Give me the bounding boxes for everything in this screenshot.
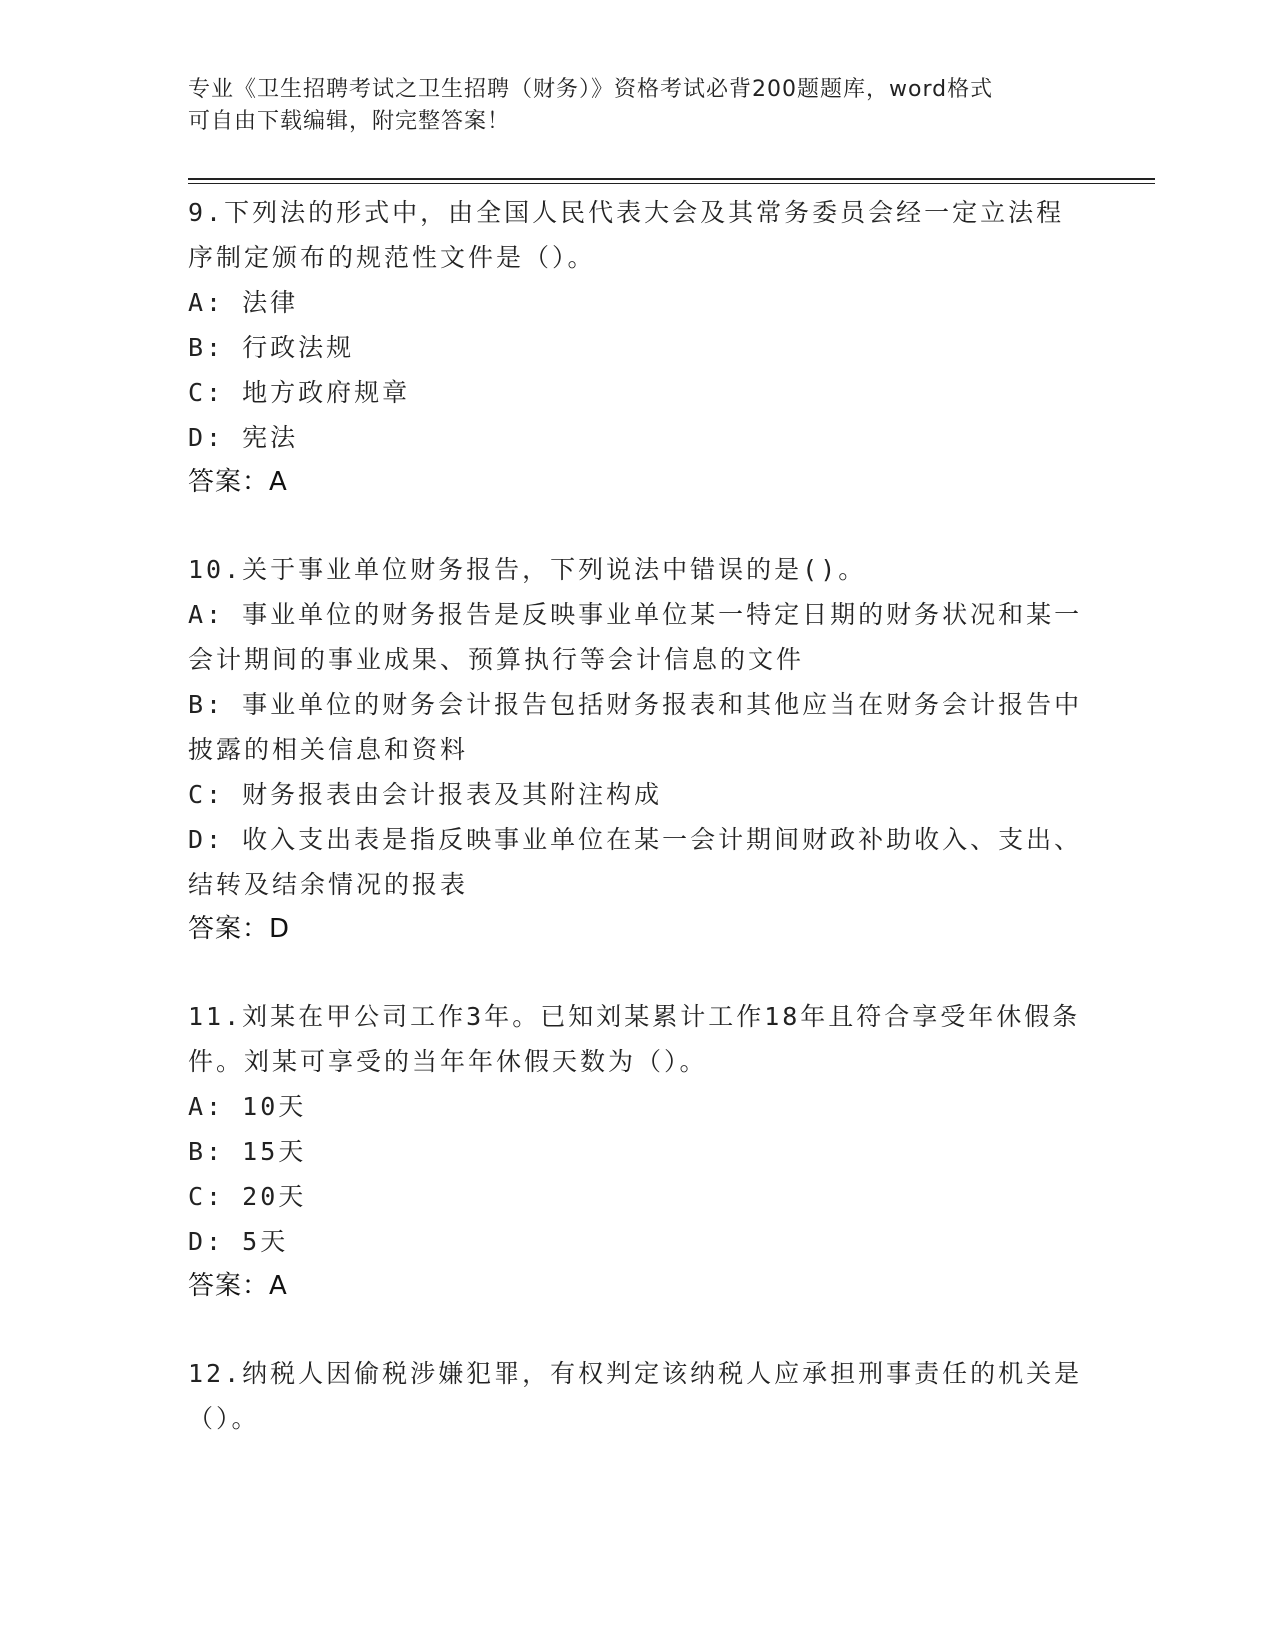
question-stem: 9.下列法的形式中，由全国人民代表大会及其常务委员会经一定立法程序制定颁布的规范性文件是（）。 [188,198,1065,272]
question-11 [188,994,1088,1309]
option-a: A: 10天 [188,1092,307,1121]
option-d: D: 5天 [188,1227,289,1256]
option-c: C: 20天 [188,1182,307,1211]
header-divider-thick [188,178,1155,180]
question-stem: 10.关于事业单位财务报告，下列说法中错误的是()。 [188,555,867,584]
option-b: B: 15天 [188,1137,307,1166]
question-stem: 12.纳税人因偷税涉嫌犯罪，有权判定该纳税人应承担刑事责任的机关是（）。 [188,1359,1083,1433]
option-d: D: 收入支出表是指反映事业单位在某一会计期间财政补助收入、支出、结转及结余情况的报表 [188,825,1083,899]
option-b: B: 事业单位的财务会计报告包括财务报表和其他应当在财务会计报告中披露的相关信息和资料 [188,690,1083,764]
answer: 答案：D [188,914,291,944]
option-b: B: 行政法规 [188,333,355,362]
option-a: A: 事业单位的财务报告是反映事业单位某一特定日期的财务状况和某一会计期间的事业成果、预算执行等会计信息的文件 [188,600,1083,674]
answer: 答案：A [188,467,288,497]
option-a: A: 法律 [188,288,299,317]
question-10 [188,547,1088,952]
header-divider-thin [188,183,1155,184]
option-c: C: 财务报表由会计报表及其附注构成 [188,780,663,809]
header-line-1: 专业《卫生招聘考试之卫生招聘（财务）》资格考试必背200题题库，word格式 [188,77,994,102]
question-12 [188,1351,1088,1441]
option-d: D: 宪法 [188,423,299,452]
question-stem: 11.刘某在甲公司工作3年。已知刘某累计工作18年且符合享受年休假条件。刘某可享受的当年年休假天数为（）。 [188,1002,1081,1076]
document-header [188,74,1068,138]
option-c: C: 地方政府规章 [188,378,411,407]
answer: 答案：A [188,1271,288,1301]
question-list [188,190,1088,1483]
question-9 [188,190,1088,505]
header-line-2: 可自由下载编辑，附完整答案！ [188,109,511,134]
